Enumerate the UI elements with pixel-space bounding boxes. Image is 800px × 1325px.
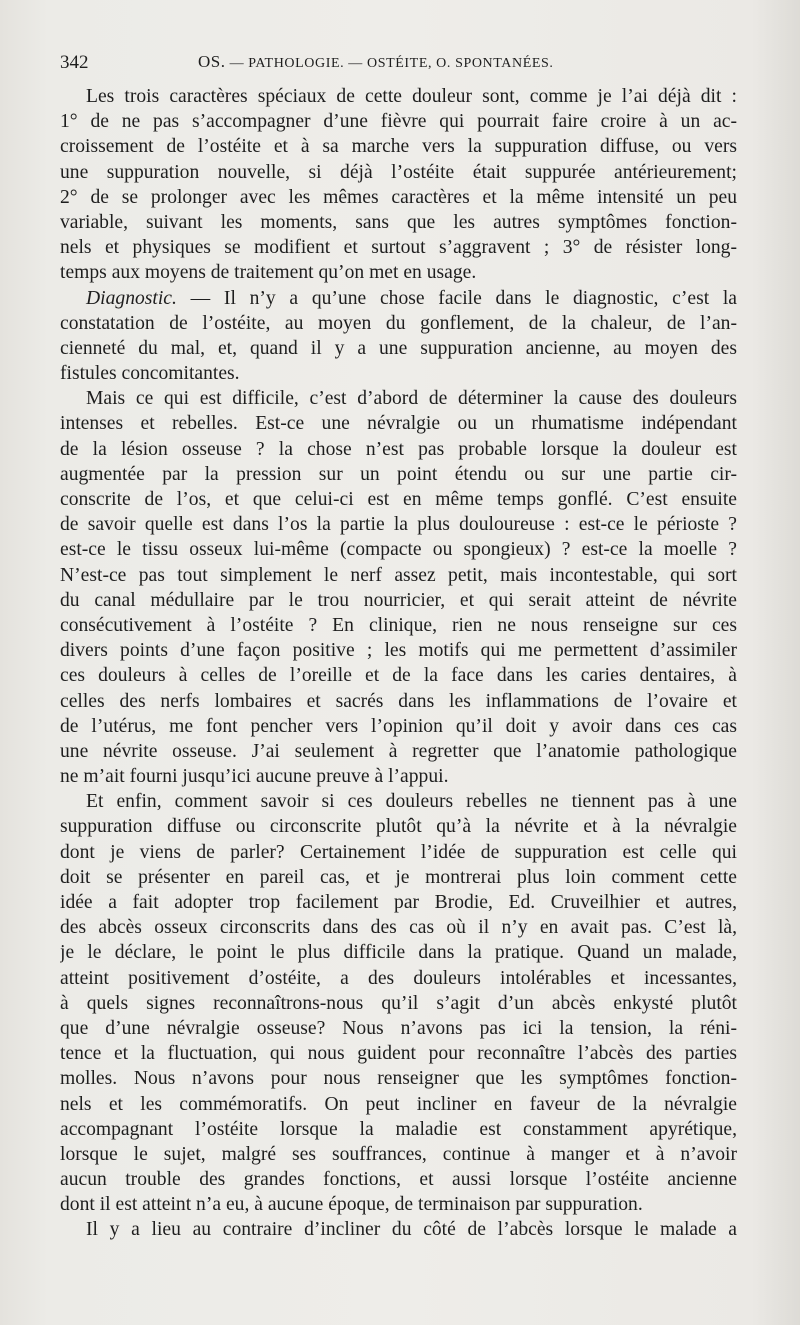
- text-fragment: — Il n’y a qu’une chose facile dans le diagnostic, c’est la: [176, 287, 737, 309]
- text-line: ne m’ait fourni jusqu’ici aucune preuve à l’appui.: [60, 766, 449, 788]
- text-line: tence et la fluctuation, qui nous guident pour reconnaître l’abcès des parties: [60, 1043, 737, 1065]
- running-head-rest: — PATHOLOGIE. — OSTÉITE, O. SPONTANÉES.: [225, 56, 554, 71]
- text-line: [60, 286, 737, 311]
- text-line: Il y a lieu au contraire d’incliner du côté de l’abcès lorsque le malade a: [86, 1219, 737, 1241]
- text-line: de savoir quelle est dans l’os la partie la plus douloureuse : est-ce le périoste ?: [60, 514, 737, 536]
- text-line: fistules concomitantes.: [60, 363, 240, 385]
- text-line: nels et physiques se modifient et surtout s’aggravent ; 3° de résister long-: [60, 237, 737, 259]
- page-number: 342: [60, 52, 89, 73]
- text-line: N’est-ce pas tout simplement le nerf assez petit, mais incontestable, qui sort: [60, 564, 737, 586]
- text-line: consécutivement à l’ostéite ? En clinique, rien ne nous renseigne sur ces: [60, 614, 737, 636]
- text-line: de la lésion osseuse ? la chose n’est pas probable lorsque la douleur est: [60, 438, 737, 460]
- text-line: suppuration diffuse ou circonscrite plutôt qu’à la névrite et à la névralgie: [60, 816, 737, 838]
- body-text: [60, 84, 737, 1243]
- text-line: 2° de se prolonger avec les mêmes caractères et la même intensité un peu: [60, 186, 737, 208]
- text-line: à quels signes reconnaîtrons-nous qu’il s’agit d’un abcès enkysté plutôt: [60, 992, 737, 1014]
- paragraph-5: [60, 1217, 737, 1242]
- text-line: lorsque le sujet, malgré ses souffrances, continue à manger et à n’avoir: [60, 1143, 737, 1165]
- text-line: doit se présenter en pareil cas, et je montrerai plus loin comment cette: [60, 866, 737, 888]
- text-line: Les trois caractères spéciaux de cette douleur sont, comme je l’ai déjà dit :: [86, 86, 737, 107]
- text-line: intenses et rebelles. Est-ce une névralgie ou un rhumatisme indépendant: [60, 413, 737, 435]
- text-line: conscrite de l’os, et que celui-ci est en même temps gonflé. C’est ensuite: [60, 489, 737, 510]
- text-line: atteint positivement d’ostéite, a des douleurs intolérables et incessantes,: [60, 967, 737, 989]
- text-line: une suppuration nouvelle, si déjà l’ostéite était suppurée antérieurement;: [60, 161, 737, 183]
- text-line: 1° de ne pas s’accompagner d’une fièvre qui pourrait faire croire à un ac-: [60, 111, 737, 133]
- page-header: [60, 52, 740, 78]
- text-line: celles des nerfs lombaires et sacrés dans les inflammations de l’ovaire et: [60, 690, 737, 712]
- text-line: Mais ce qui est difficile, c’est d’abord de déterminer la cause des douleurs: [86, 388, 737, 410]
- text-line: de l’utérus, me font pencher vers l’opinion qu’il doit y avoir dans ces cas: [60, 715, 737, 737]
- text-line: je le déclare, le point le plus difficile dans la pratique. Quand un malade,: [60, 942, 737, 964]
- section-heading-diagnostic: Diagnostic.: [86, 287, 177, 309]
- text-line: dont je viens de parler? Certainement l’idée de suppuration est celle qui: [60, 841, 737, 863]
- running-head-os: OS.: [198, 52, 226, 71]
- text-line: augmentée par la pression sur un point étendu ou sur une partie cir-: [60, 463, 737, 485]
- text-line: croissement de l’ostéite et à sa marche vers la suppuration diffuse, ou vers: [60, 136, 737, 158]
- running-head: [198, 52, 554, 72]
- text-line: idée a fait adopter trop facilement par Brodie, Ed. Cruveilhier et autres,: [60, 892, 737, 913]
- text-line: du canal médullaire par le trou nourricier, et qui serait atteint de névrite: [60, 589, 737, 611]
- text-line: molles. Nous n’avons pour nous renseigner que les symptômes fonction-: [60, 1068, 737, 1090]
- text-line: Et enfin, comment savoir si ces douleurs rebelles ne tiennent pas à une: [86, 791, 737, 813]
- paragraph-3: [60, 386, 737, 789]
- text-line: que d’une névralgie osseuse? Nous n’avons pas ici la tension, la réni-: [60, 1017, 737, 1039]
- text-line: nels et les commémoratifs. On peut incliner en faveur de la névralgie: [60, 1093, 737, 1115]
- text-line: est-ce le tissu osseux lui-même (compacte ou spongieux) ? est-ce la moelle ?: [60, 539, 737, 561]
- text-line: constatation de l’ostéite, au moyen du gonflement, de la chaleur, de l’an-: [60, 312, 737, 334]
- text-line: accompagnant l’ostéite lorsque la maladie est constamment apyrétique,: [60, 1118, 737, 1140]
- text-line: divers points d’une façon positive ; les motifs qui me permettent d’assimiler: [60, 640, 737, 662]
- text-line: aucun trouble des grandes fonctions, et aussi lorsque l’ostéite ancienne: [60, 1169, 737, 1191]
- text-line: une névrite osseuse. J’ai seulement à regretter que l’anatomie pathologique: [60, 740, 737, 762]
- text-line: ces douleurs à celles de l’oreille et de la face dans les caries dentaires, à: [60, 665, 737, 687]
- text-line: temps aux moyens de traitement qu’on met en usage.: [60, 262, 477, 284]
- paragraph-4: [60, 789, 737, 1217]
- paragraph-diagnostic: [60, 286, 737, 387]
- text-line: cienneté du mal, et, quand il y a une suppuration ancienne, au moyen des: [60, 337, 737, 359]
- text-line: des abcès osseux circonscrits dans des cas où il n’y en avait pas. C’est là,: [60, 917, 737, 939]
- text-line: dont il est atteint n’a eu, à aucune époque, de terminaison par suppuration.: [60, 1194, 643, 1216]
- paragraph-1: [60, 84, 737, 286]
- text-line: variable, suivant les moments, sans que les autres symptômes fonction-: [60, 211, 737, 233]
